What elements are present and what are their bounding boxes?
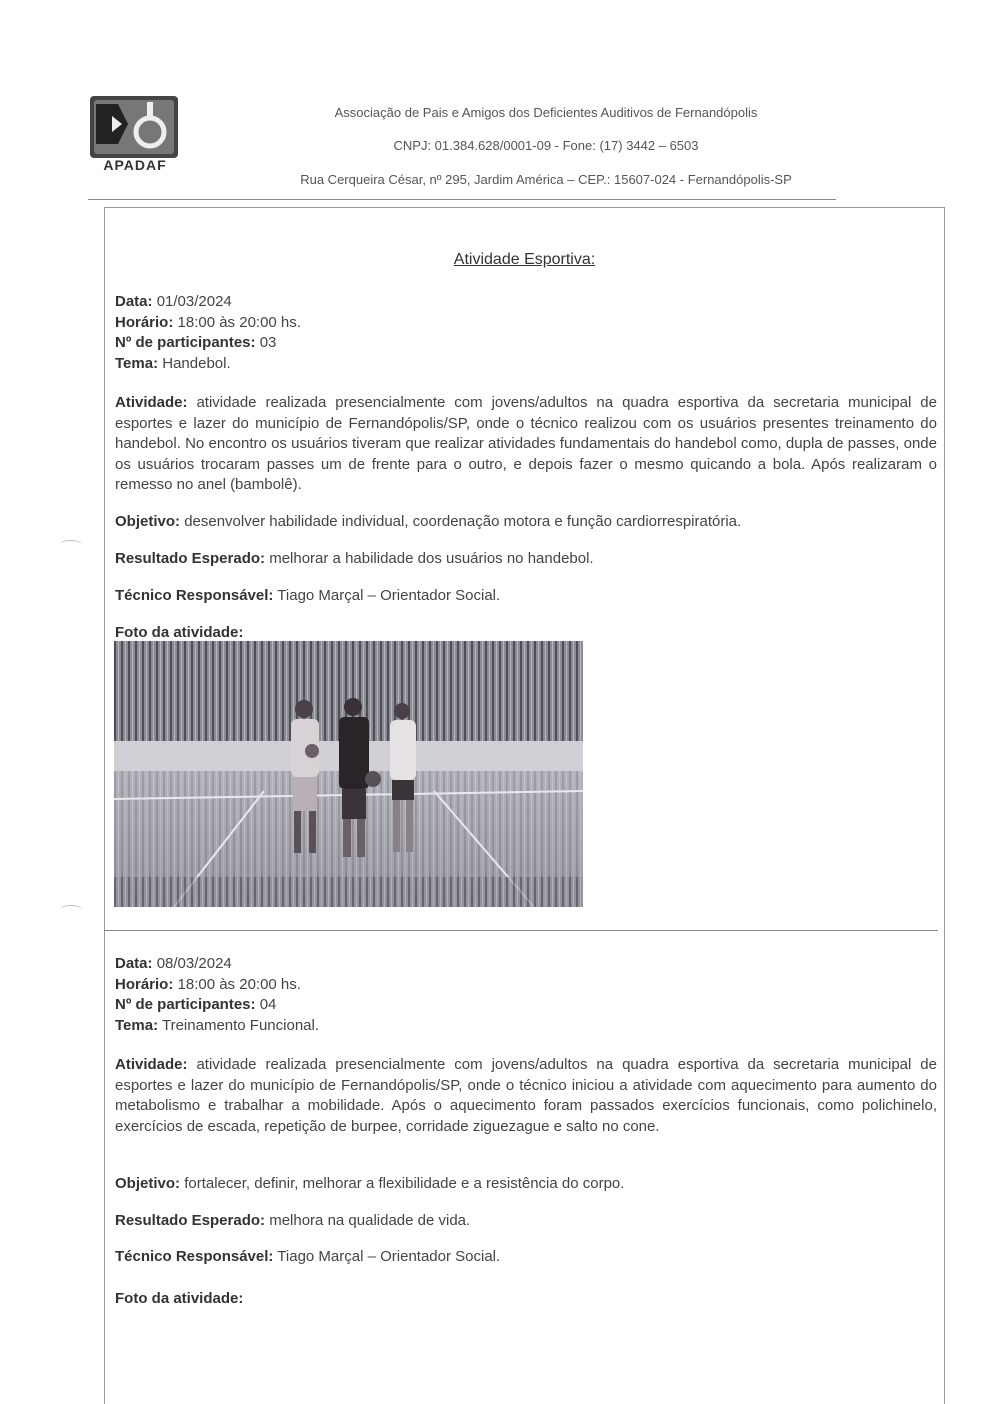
theme-label: Tema: <box>115 354 159 372</box>
objective-label: Objetivo: <box>115 513 181 530</box>
photo-label: Foto da atividade: <box>115 1290 244 1307</box>
participants-label: Nº de participantes: <box>115 996 256 1013</box>
org-name: Associação de Pais e Amigos dos Deficientes Auditivos de Fernandópolis <box>334 105 758 120</box>
date-label: Data: <box>115 293 153 310</box>
activity-1-description <box>115 393 937 496</box>
technician-label: Técnico Responsável: <box>115 1248 274 1265</box>
cnpj-phone: CNPJ: 01.384.628/0001-09 - Fone: (17) 3442 – 6503 <box>393 138 699 153</box>
activity-label: Atividade: <box>115 394 188 411</box>
activity-2-description <box>115 1055 937 1137</box>
activity-2-photo-label <box>115 1289 937 1310</box>
objective-text: desenvolver habilidade individual, coordenação motora e função cardiorrespiratória. <box>184 513 742 530</box>
date-label: Data: <box>115 955 153 972</box>
date-value: 01/03/2024 <box>156 293 232 310</box>
technician-text: Tiago Marçal – Orientador Social. <box>277 1248 501 1265</box>
objective-text: fortalecer, definir, melhorar a flexibilidade e a resistência do corpo. <box>184 1175 625 1192</box>
expected-result-text: melhora na qualidade de vida. <box>269 1212 471 1229</box>
expected-result-label: Resultado Esperado: <box>115 1212 266 1229</box>
header-rule <box>88 199 836 200</box>
participants-value: 03 <box>259 334 277 351</box>
activity-1-expected-result <box>115 549 937 570</box>
margin-mark <box>60 540 82 549</box>
logo-text: APADAF <box>103 157 167 173</box>
date-value: 08/03/2024 <box>156 955 232 972</box>
activity-1-technician <box>115 586 937 607</box>
photo-label: Foto da atividade: <box>115 624 244 641</box>
activity-2-expected-result <box>115 1211 937 1232</box>
section-title: Atividade Esportiva: <box>453 251 596 268</box>
technician-label: Técnico Responsável: <box>115 587 274 604</box>
objective-label: Objetivo: <box>115 1175 181 1192</box>
technician-text: Tiago Marçal – Orientador Social. <box>277 587 501 604</box>
activity-photo <box>114 641 583 907</box>
activity-label: Atividade: <box>115 1056 188 1073</box>
participants-label: Nº de participantes: <box>115 334 256 351</box>
time-label: Horário: <box>115 975 174 993</box>
activity-1-info <box>115 292 937 374</box>
section-divider <box>104 930 938 931</box>
expected-result-text: melhorar a habilidade dos usuários no handebol. <box>269 550 594 567</box>
time-label: Horário: <box>115 313 174 331</box>
activity-2-technician <box>115 1247 937 1268</box>
activity-1-objective <box>115 512 937 533</box>
theme-label: Tema: <box>115 1016 159 1034</box>
activity-2-objective <box>115 1174 937 1195</box>
theme-value: Treinamento Funcional. <box>161 1016 320 1034</box>
activity-2-info <box>115 954 937 1036</box>
activity-text: atividade realizada presencialmente com jovens/adultos na quadra esportiva da secretaria municipal de esportes e lazer do município de Fernandópolis/SP, onde o técnico realizou com os usuários presentes treinamento do handebol. No encontro os usuários tiveram que realizar atividades fundamentais do handebol como, dupla de passes, onde os usuários trocaram passes um de frente para o outro, e depois fazer o mesmo quicando a bola. Após realizaram o remesso no anel (bambolê). <box>115 394 937 493</box>
theme-value: Handebol. <box>162 354 231 372</box>
address: Rua Cerqueira César, nº 295, Jardim América – CEP.: 15607-024 - Fernandópolis-SP <box>300 172 792 187</box>
time-value: 18:00 às 20:00 hs. <box>177 975 301 993</box>
participants-value: 04 <box>259 996 277 1013</box>
margin-mark <box>60 905 82 914</box>
expected-result-label: Resultado Esperado: <box>115 550 266 567</box>
activity-text: atividade realizada presencialmente com jovens/adultos na quadra esportiva da secretaria municipal de esportes e lazer do município de Fernandópolis/SP, onde o técnico iniciou a atividade com aquecimento para aumento do metabolismo e trabalhar a mobilidade. Após o aquecimento foram passados exercícios funcionais, como polichinelo, exercícios de escada, repetição de burpee, corridade ziguezague e salto no cone. <box>115 1056 937 1135</box>
time-value: 18:00 às 20:00 hs. <box>177 313 301 331</box>
